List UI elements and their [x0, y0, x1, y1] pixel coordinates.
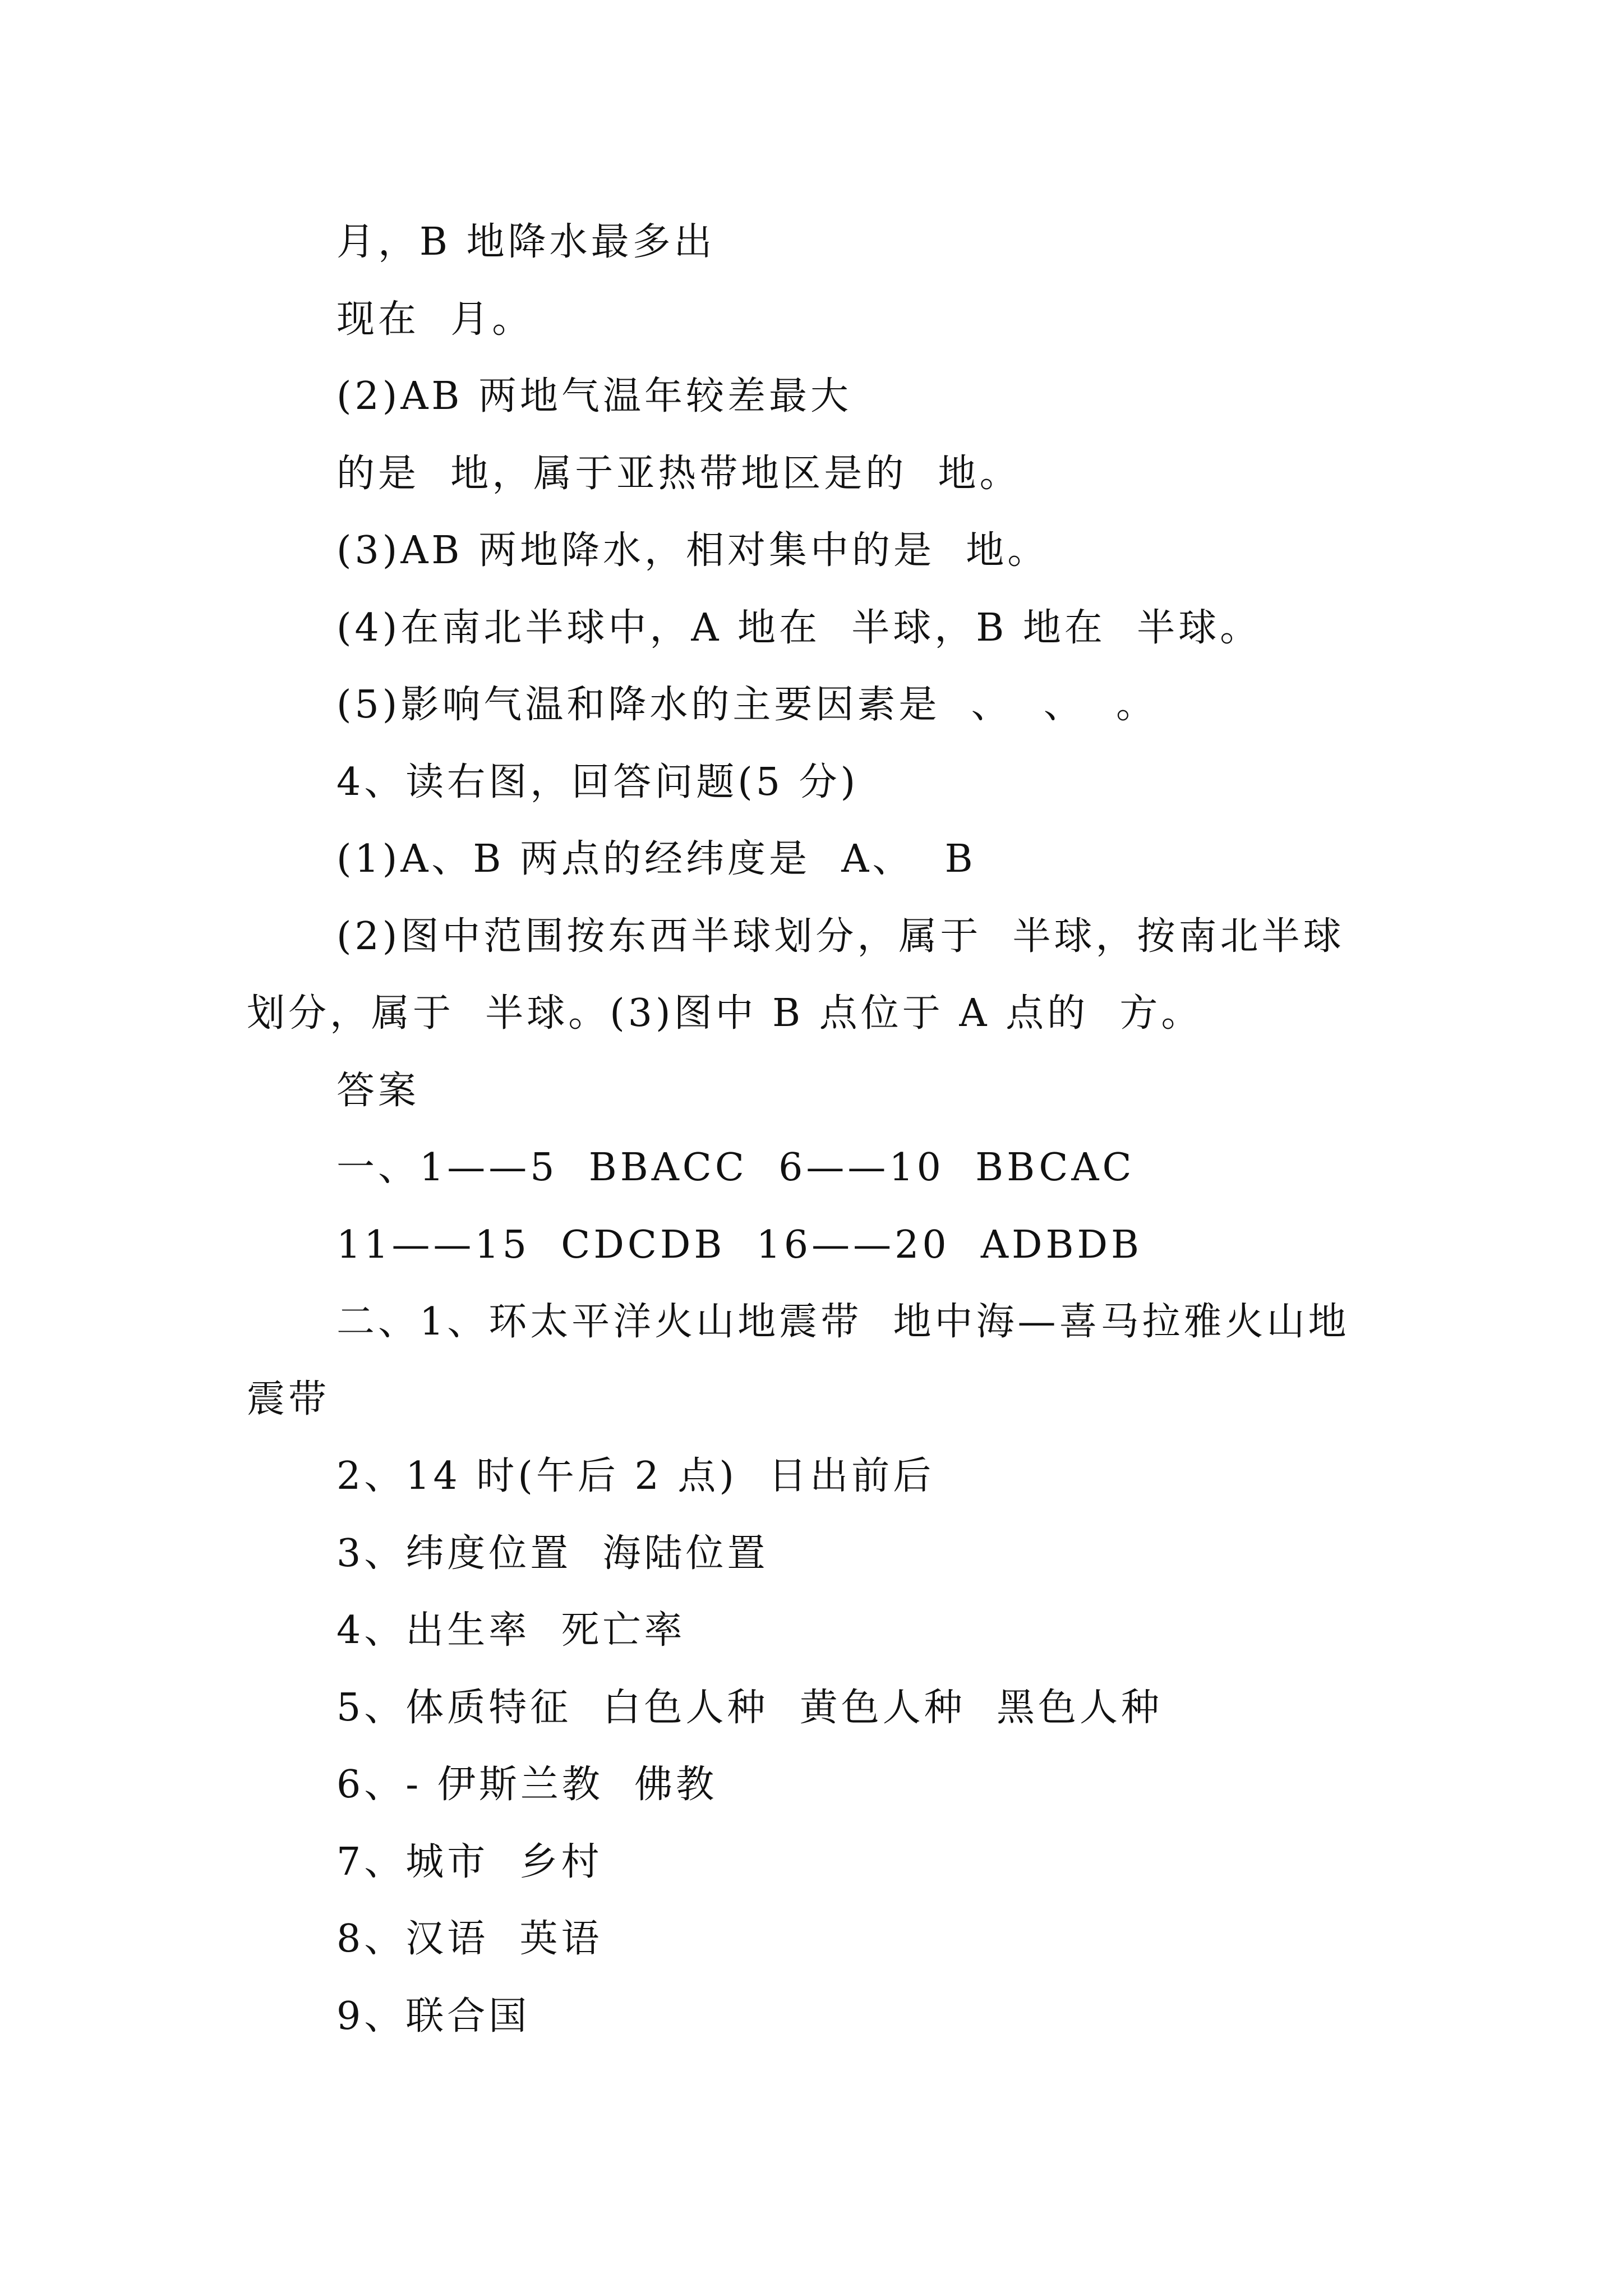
text-line: (1)A、B 两点的经纬度是 A、 B: [336, 837, 976, 881]
text-line: 的是 地，属于亚热带地区是的 地。: [336, 452, 1021, 496]
answer-line: 3、纬度位置 海陆位置: [336, 1531, 769, 1576]
answer-heading: 答案: [336, 1069, 420, 1113]
answer-line: 4、出生率 死亡率: [336, 1608, 686, 1653]
answer-line: 7、城市 乡村: [336, 1840, 603, 1884]
answer-line: 二、1、环太平洋火山地震带 地中海—喜马拉雅火山地: [336, 1300, 1350, 1344]
text-line: (4)在南北半球中，A 地在 半球，B 地在 半球。: [336, 606, 1262, 650]
text-line: 现在 月。: [336, 297, 534, 342]
answer-line: 震带: [247, 1377, 330, 1421]
text-line: (3)AB 两地降水，相对集中的是 地。: [336, 528, 1049, 573]
text-line: (2)图中范围按东西半球划分，属于 半球，按南北半球: [336, 914, 1345, 959]
answer-line: 5、体质特征 白色人种 黄色人种 黑色人种: [336, 1686, 1163, 1730]
answer-line: 9、联合国: [336, 1994, 531, 2039]
text-line: (5)影响气温和降水的主要因素是 、 、 。: [336, 683, 1158, 727]
text-line: 划分，属于 半球。(3)图中 B 点位于 A 点的 方。: [247, 991, 1203, 1036]
answer-line: 一、1——5 BBACC 6——10 BBCAC: [336, 1145, 1135, 1190]
text-line: (2)AB 两地气温年较差最大: [336, 374, 852, 418]
text-line: 月，B 地降水最多出: [336, 220, 716, 264]
section-heading: 4、读右图，回答问题(5 分): [336, 760, 859, 804]
answer-line: 2、14 时(午后 2 点) 日出前后: [336, 1454, 935, 1498]
answer-line: 6、- 伊斯兰教 佛教: [336, 1763, 718, 1807]
answer-line: 8、汉语 英语: [336, 1917, 603, 1961]
answer-line: 11——15 CDCDB 16——20 ADBDB: [336, 1223, 1142, 1267]
